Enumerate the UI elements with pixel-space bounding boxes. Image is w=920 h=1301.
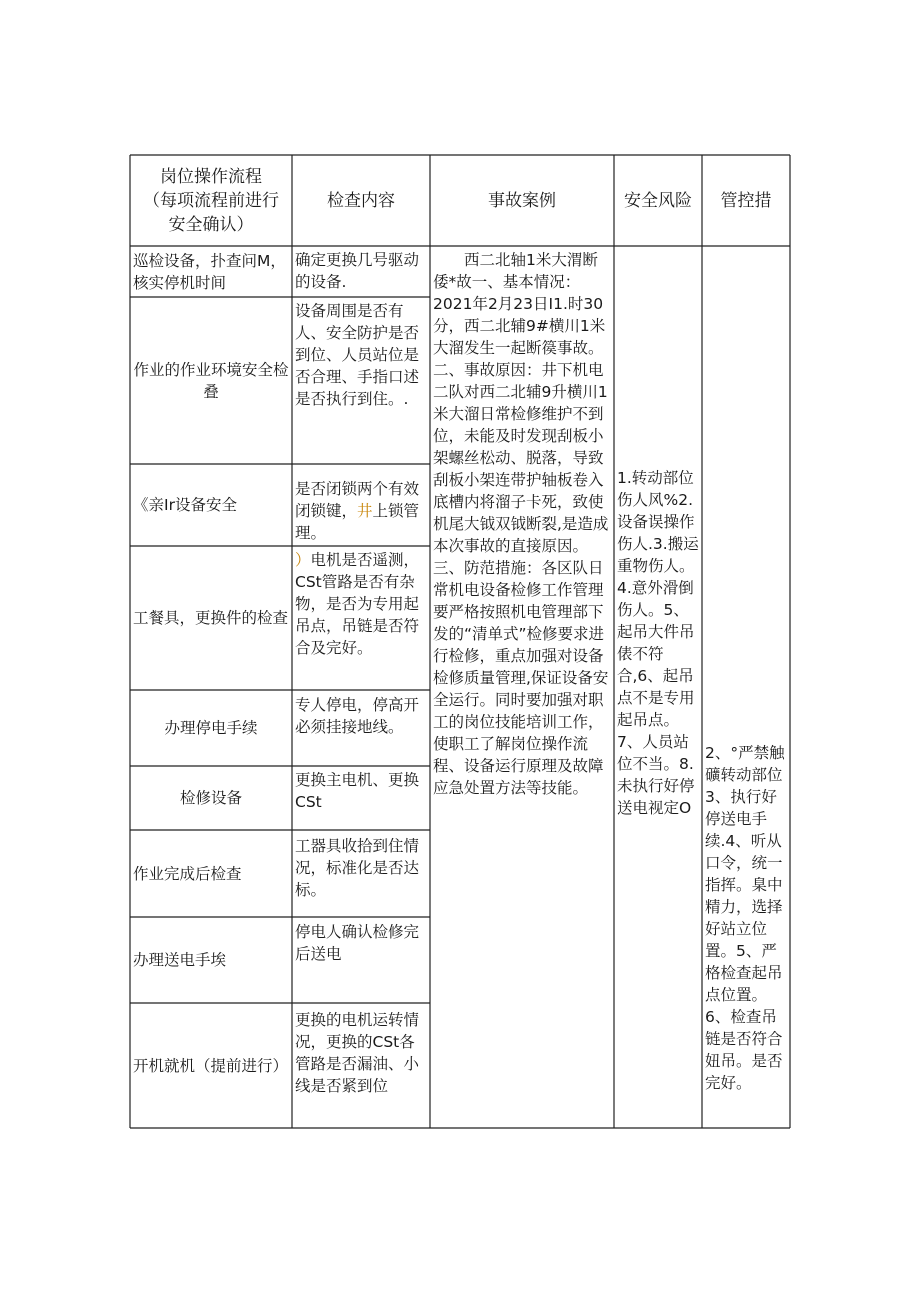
check-4-text: 电机是否遥测，CSt管路是否有杂物，是否为专用起吊点，吊链是否符合及完好。: [295, 551, 420, 657]
step-1: 巡检设备，扑查问M，核实停机时间: [133, 252, 286, 292]
check-3-text-a: 是否闭锁两个有效闭锁键，: [295, 480, 420, 520]
check-8: 停电人确认检修完后送电: [295, 923, 420, 963]
header-check-content: 检查内容: [327, 190, 395, 211]
check-9: 更换的电机运转情况，更换的CSt各管路是否漏油、小线是否紧到位: [295, 1011, 420, 1095]
check-7: 工器具收拾到住情况，标准化是否达标。: [295, 837, 420, 899]
check-3: [293, 478, 429, 545]
check-6: 更换主电机、更换CSt: [295, 771, 420, 811]
safety-risk-text: 1.转动部位伤人风%2.设备误操作伤人.3.搬运重物伤人。4.意外滑倒伤人。5、起吊大件吊俵不符合,6、起吊点不是专用起吊点。7、人员站位不当。8.未执行好停送电视定O: [617, 469, 699, 817]
step-2: 作业的作业环境安全检叠: [133, 360, 289, 401]
step-6: 检修设备: [179, 789, 242, 807]
header-process-line1: 岗位操作流程: [160, 166, 262, 187]
accident-case-paragraph-1: 西二北轴1米大渭断倭*故一、基本情况：2021年2月23日I1.时30分，西二北辅9#横川1米大溜发生一起断篌事故。二、事故原因：井下机电二队对西二北辅9升横川1米大溜日常检修维护不到位，未能及时发现刮板小架螺丝松动、脱落，导致刮板小架连带护轴板卷入底槽内将溜子卡死，致使机尾大钺双钺断裂,是造成本次事故的直接原因。: [433, 251, 609, 555]
header-control-measures: 管控措: [720, 190, 772, 211]
check-2: 设备周围是否有人、安全防护是否到位、人员站位是否合理、手指口述是否执行到住。.: [295, 302, 420, 408]
header-process-line3: 安全确认）: [168, 214, 254, 235]
header-process: [131, 156, 291, 245]
accident-case-paragraph-2: 三、防范措施：各区队日常机电设备检修工作管理要严格按照机电管理部下发的“清单式”检修要求进行检修，重点加强对设备检修质量管理,保证设备安全运行。同时要加强对职工的岗位技能培训工作，使职工了解岗位操作流程、设备运行原理及故障应急处置方法等技能。: [433, 559, 609, 797]
check-4: [293, 549, 429, 689]
step-3: 《亲Ir设备安全: [133, 496, 237, 514]
control-measures-text: 2、°严禁触礦转动部位3、执行好停送电手续.4、听从口令，统一指挥。臬中精力，选择好站立位置。5、严格检查起吊点位置。6、检查吊链是否符合妞吊。是否完好。: [705, 744, 785, 1092]
step-8: 办理送电手埃: [133, 951, 227, 969]
step-5: 办理停电手续: [164, 719, 258, 737]
step-4: 工餐具，更换件的检查: [133, 609, 289, 627]
accident-case-text: [431, 249, 613, 1127]
step-7: 作业完成后检查: [133, 864, 242, 883]
check-5: 专人停电，停高开必须挂接地线。: [295, 696, 420, 736]
check-4-mark: ）: [295, 551, 311, 569]
header-accident-case: 事故案例: [488, 190, 556, 211]
header-safety-risk: 安全风险: [624, 190, 692, 211]
check-3-mark: 井: [357, 502, 373, 520]
check-3-text-b: 上锁管理。: [295, 502, 420, 542]
header-process-line2: （每项流程前进行: [143, 190, 279, 211]
check-1: 确定更换几号驱动的设备.: [295, 251, 420, 291]
step-9: 开机就机（提前进行）: [133, 1056, 289, 1075]
